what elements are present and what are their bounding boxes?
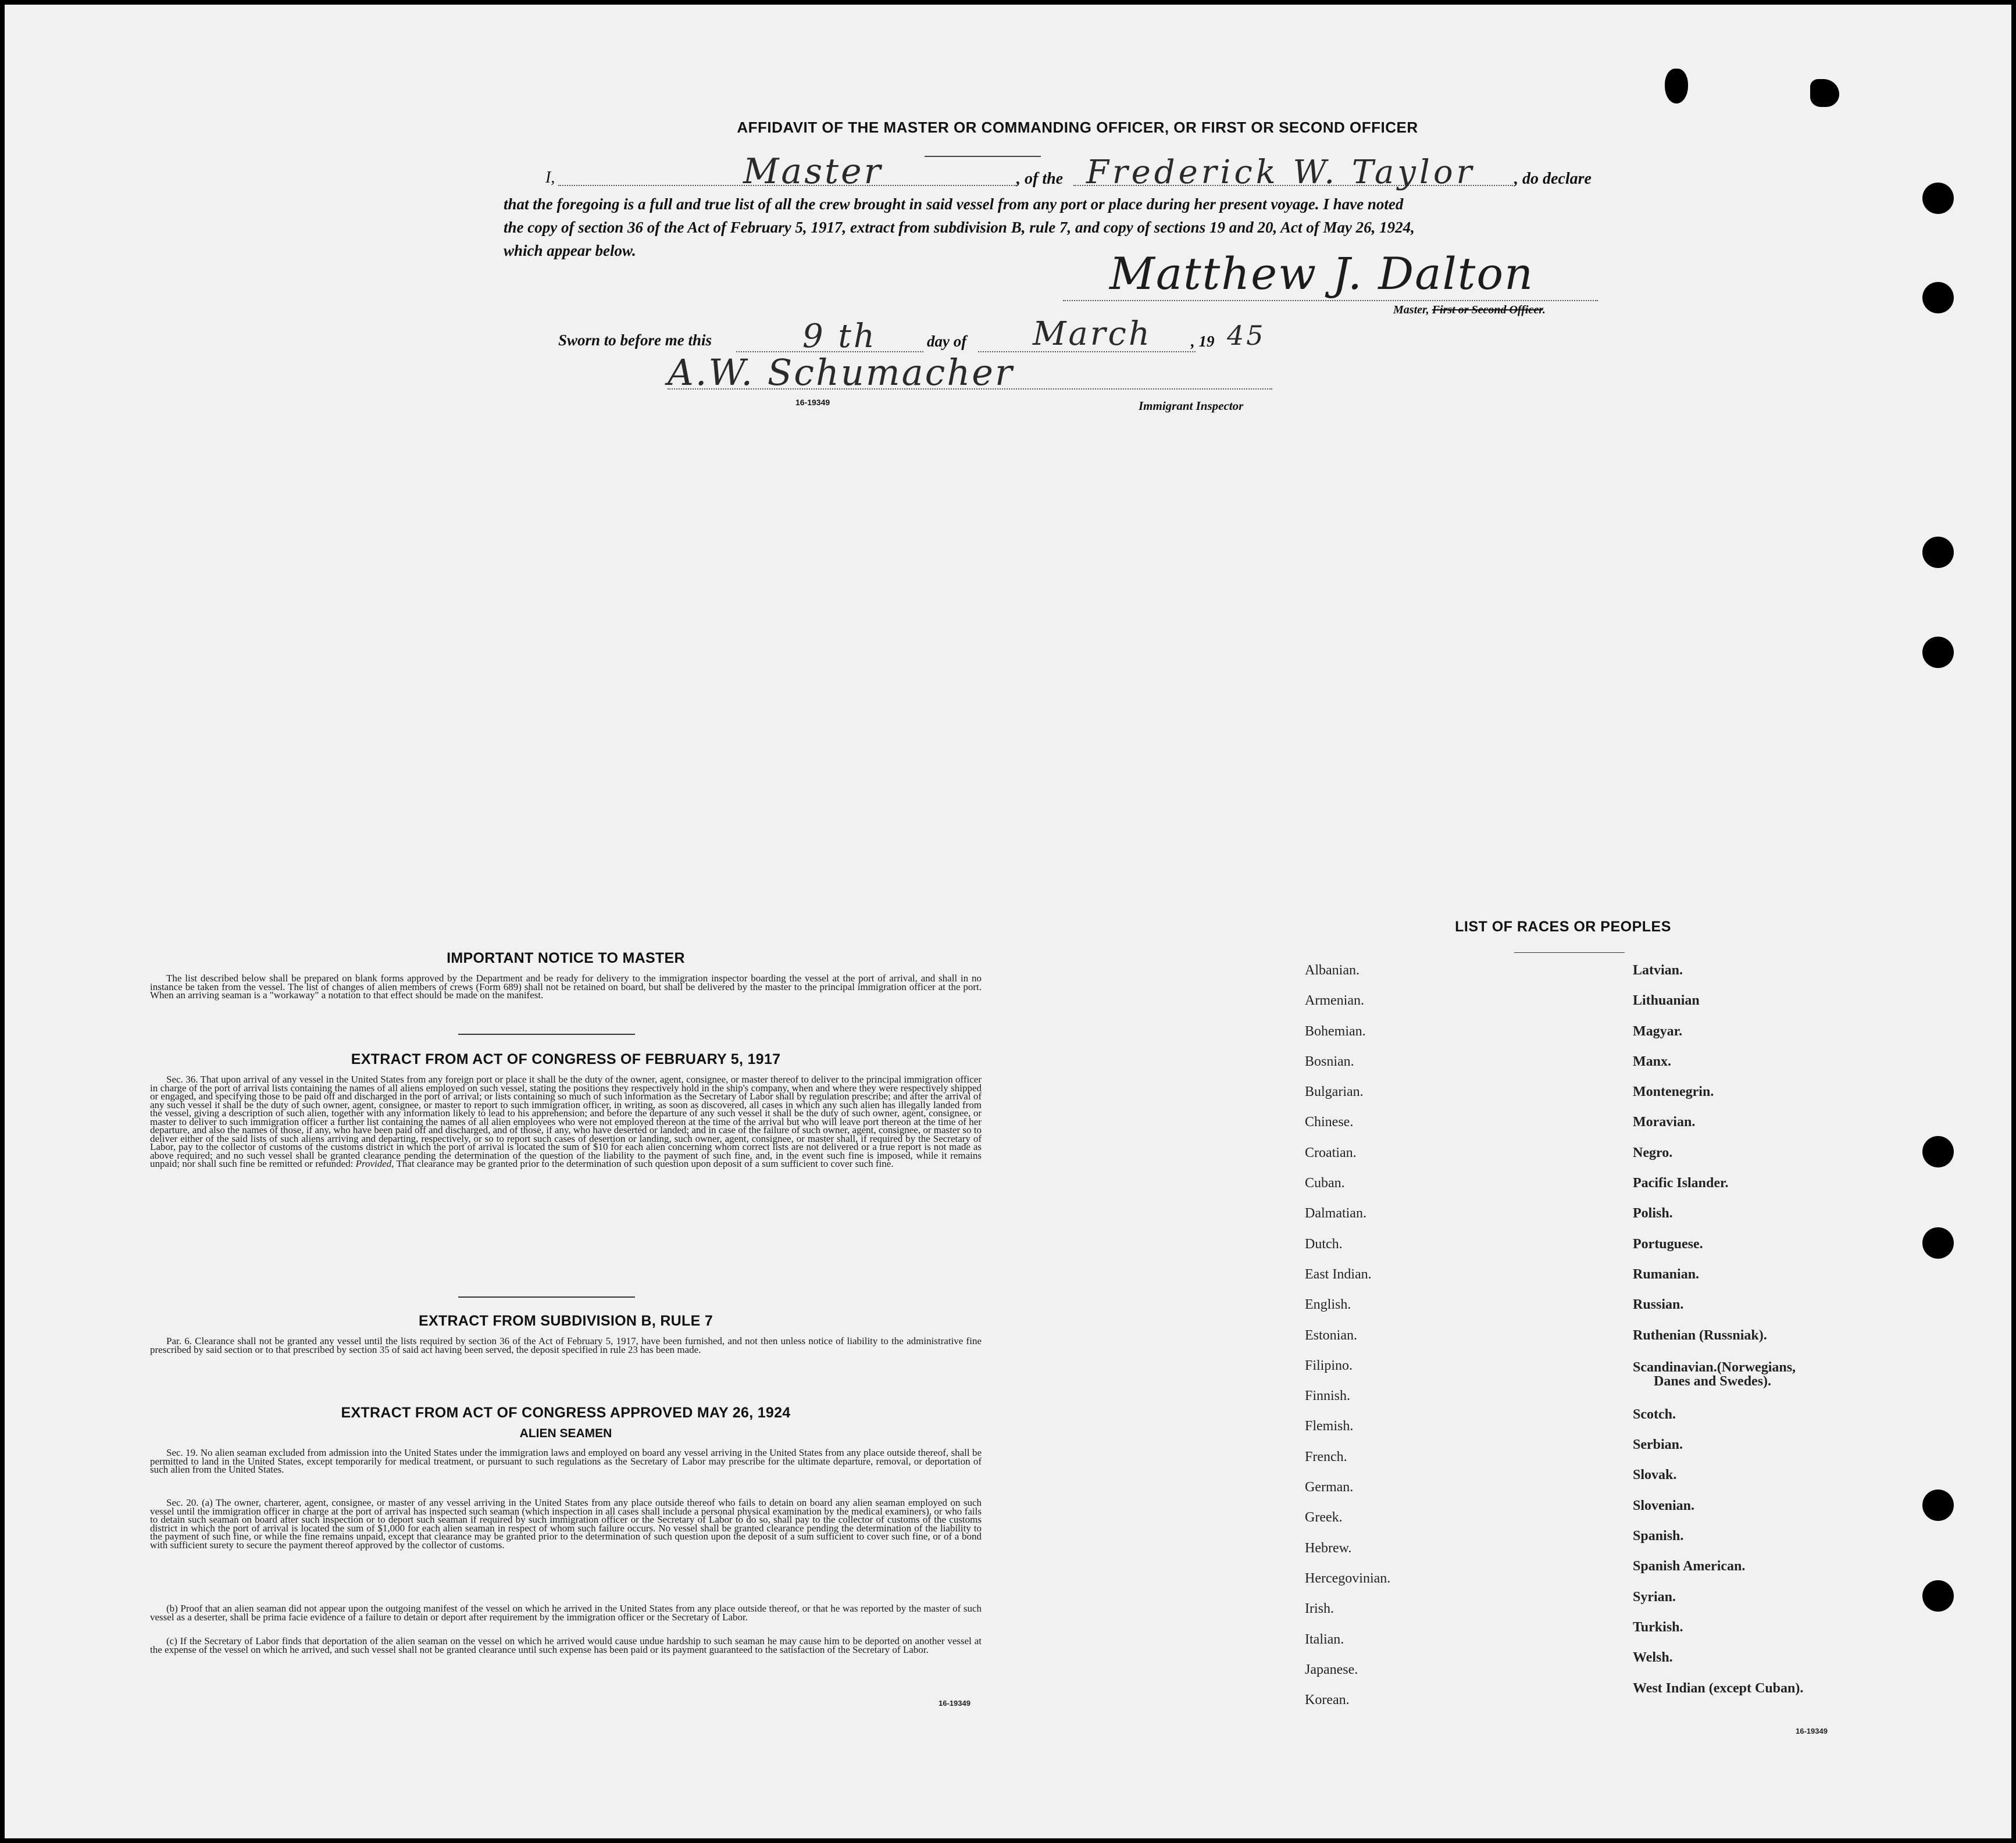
extract-1917-body: Sec. 36. That upon arrival of any vessel in the United States from any foreign port or place it shall be the duty of the owner, agent, consignee, or master thereof to deliver to the principal immigration officer in charge of the port of arrival lists containing the names of all aliens employed on such vessel, stating the positions they respectively hold in the ship's company, when and where they were respectively shipped or engaged, and specifying those to be paid off and discharged in the port of arrival; or lists containing so much of such information as the Secretary of Labor shall by regulation prescribe; and after the arrival of any such vessel it shall be the duty of such owner, agent, consignee, or master to report to such immigration officer, in writing, as soon as discovered, all cases in which any such alien has illegally landed from the vessel, giving a description of such alien, together with any information likely to lead to his apprehension; and before the departure of any such vessel it shall be the duty of such owner, agent, consignee, or master to deliver to such immigration officer a further list containing the names of all alien employees who were not employed thereon at the time of the arrival but who will leave port thereon at the time of her departure, and also the names of those, if any, who have been paid off and discharged, and of those, if any, who have deserted or landed; and in case of the failure of such owner, agent, consignee, or master so to deliver either of the said lists of such aliens arriving and departing, respectively, or so to report such cases of desertion or landing, such owner, agent, consignee, or master shall, if required by the Secretary of Labor, pay to the collector of customs of the customs district in which the port of arrival is located the sum of $10 for each alien concerning whom correct lists are not delivered or a true report is not made as above required; and no such vessel shall be granted clearance pending the determination of the question of the liability to the payment of such fine, and, in the event such fine is imposed, while it remains unpaid; nor shall such fine be remitted or refunded: Provided, That clearance may be granted prior to the determination of such question upon deposit of a sum sufficient to cover such fine. [150,1074,982,1169]
race-item: Greek. [1305,1510,1343,1526]
handwritten-rank: Master [743,151,883,192]
signer-role-caption: Master, First or Second Officer. [1393,303,1546,316]
race-item: Dutch. [1305,1236,1343,1252]
races-form-number: 16-19349 [1796,1727,1828,1735]
race-item: Ruthenian (Russniak). [1633,1327,1767,1343]
punch-hole [1922,282,1954,313]
race-item: Hercegovinian. [1305,1570,1391,1586]
race-item: Chinese. [1305,1115,1354,1130]
race-item: Bulgarian. [1305,1084,1364,1100]
divider [458,1034,635,1035]
torn-edge-mark [1665,69,1688,103]
race-item: Montenegrin. [1633,1084,1714,1100]
signature-line [1063,300,1598,301]
race-item: Bosnian. [1305,1053,1354,1069]
race-item: Magyar. [1633,1023,1683,1039]
extract-1924-title: EXTRACT FROM ACT OF CONGRESS APPROVED MAY 26, 1924 [341,1405,791,1421]
race-item: Slovenian. [1633,1498,1695,1513]
inspector-signature: A.W. Schumacher [668,351,1014,394]
notice-title: IMPORTANT NOTICE TO MASTER [447,950,685,966]
race-item: Hebrew. [1305,1540,1352,1556]
race-item: Manx. [1633,1053,1671,1069]
handwritten-year: 45 [1227,320,1266,351]
race-item: Scotch. [1633,1406,1676,1422]
divider [458,1296,635,1298]
affidavit-i-prefix: I, [545,169,555,187]
races-title: LIST OF RACES OR PEOPLES [1455,919,1671,935]
extract-1924-sec19: Sec. 19. No alien seaman excluded from admission into the United States under the immigration laws and employed on board any vessel arriving in the United States from any place outside thereof, shall be permitted to land in the United States, except temporarily for medical treatment, or pursuant to such regulations as the Secretary of Labor may prescribe for the ultimate departure, removal, or deportation of such alien from the United States. [150,1447,982,1475]
extract-rule7-body: Par. 6. Clearance shall not be granted any vessel until the lists required by section 36 of the Act of February 5, 1917, have been furnished, and not then unless notice of liability to the administrative fine prescribed by said section or to that prescribed by section 35 of said act having been served, the deposit specified in rule 23 has been made. [150,1335,982,1355]
race-item: Serbian. [1633,1437,1683,1453]
name-field-overline [925,156,1041,157]
race-item: Portuguese. [1633,1236,1703,1252]
handwritten-vessel-name: Frederick W. Taylor [1086,153,1476,191]
extract-rule7-title: EXTRACT FROM SUBDIVISION B, RULE 7 [418,1313,713,1329]
punch-hole [1922,637,1954,668]
day-of-label: day of [927,333,967,350]
race-item: Cuban. [1305,1176,1345,1191]
handwritten-month: March [1033,315,1152,353]
race-item: Negro. [1633,1145,1673,1160]
race-item: Lithuanian [1633,993,1700,1009]
race-item: Turkish. [1633,1619,1683,1635]
punch-hole [1922,1580,1954,1612]
affidavit-statement-line-1: that the foregoing is a full and true list of all the crew brought in said vessel from any port or place during her present voyage. I have noted [504,195,1404,213]
race-item: Polish. [1633,1206,1673,1221]
of-the-label: , of the [1016,170,1064,188]
race-item: Irish. [1305,1601,1334,1617]
race-item: Flemish. [1305,1419,1354,1434]
extract-1917-title: EXTRACT FROM ACT OF CONGRESS OF FEBRUARY 5, 1917 [351,1051,781,1067]
race-item: English. [1305,1297,1351,1313]
affidavit-form-number: 16-19349 [795,398,830,407]
do-declare-label: , do declare [1514,170,1592,188]
race-item: West Indian (except Cuban). [1633,1680,1804,1696]
race-item: German. [1305,1480,1354,1495]
race-item: East Indian. [1305,1266,1372,1282]
notice-body: The list described below shall be prepared on blank forms approved by the Department and be ready for delivery to the immigration inspector boarding the vessel at the port of arrival, and shall in no instance be taken from the vessel. The list of changes of alien members of crews (Form 689) shall not be retained on board, but shall be delivered by the master to the principal immigration officer at the port. When an arriving seaman is a "workaway" a notation to that effect should be made on the manifest. [150,973,982,1001]
race-item: Italian. [1305,1631,1344,1647]
extract-1924-subtitle: ALIEN SEAMEN [519,1427,612,1440]
extract-1924-sec20b: (b) Proof that an alien seaman did not appear upon the outgoing manifest of the vessel on which he arrived in the United States from any place outside thereof, or that he was reported by the master of such vessel as a deserter, shall be prima facie evidence of a failure to detain or deport after requirement by the immigration officer or the Secretary of Labor. [150,1603,982,1623]
race-item: Scandinavian.(Norwegians, Danes and Swedes). [1633,1358,1803,1407]
affidavit-statement-line-3: which appear below. [504,242,636,259]
extract-1924-sec20c: (c) If the Secretary of Labor finds that deportation of the alien seaman on the vessel on which he arrived would cause undue hardship to such seaman he may cause him to be deported on another vessel at the expense of the vessel on which he arrived, and such vessel shall not be granted clearance until such expense has been paid or its payment guaranteed to the satisfaction of the Secretary of Labor. [150,1635,982,1655]
torn-edge-mark [1810,79,1839,107]
race-item: Dalmatian. [1305,1206,1366,1221]
race-item: Pacific Islander. [1633,1176,1729,1191]
races-right-column [1633,963,1803,1711]
affidavit-title: AFFIDAVIT OF THE MASTER OR COMMANDING OFFICER, OR FIRST OR SECOND OFFICER [737,119,1418,136]
race-item: Croatian. [1305,1145,1357,1160]
race-item: Syrian. [1633,1589,1676,1605]
punch-hole [1922,183,1954,214]
race-item-continuation: Danes and Swedes). [1654,1373,1772,1389]
race-item: Welsh. [1633,1650,1673,1666]
race-item: Filipino. [1305,1358,1353,1373]
handwritten-day: 9 th [802,317,877,355]
race-item: Spanish. [1633,1528,1684,1544]
divider [1514,952,1625,953]
race-item: Estonian. [1305,1327,1357,1343]
race-item: Bohemian. [1305,1023,1366,1039]
race-item: Albanian. [1305,963,1360,978]
affidavit-statement-line-2: the copy of section 36 of the Act of February 5, 1917, extract from subdivision B, rule 7, and copy of sections 19 and 20, Act of May 26, 1924, [504,219,1415,236]
punch-hole [1922,1227,1954,1259]
race-item: Spanish American. [1633,1559,1746,1574]
notice-form-number: 16-19349 [939,1699,970,1708]
race-item: Russian. [1633,1297,1684,1313]
extract-1924-sec20a: Sec. 20. (a) The owner, charterer, agent, consignee, or master of any vessel arriving in the United States from any place outside thereof who fails to detain on board any alien seaman employed on such vessel until the immigration officer in charge at the port of arrival has inspected such seaman (which inspection in all cases shall include a personal physical examination by the medical examiners), or who fails to detain such seaman on board after such inspection or to deport such seaman if required by such immigration officer or the Secretary of Labor to do so, shall pay to the collector of customs of the customs district in which the port of arrival is located the sum of $1,000 for each alien seaman in respect of whom such failure occurs. No vessel shall be granted clearance pending the determination of the liability to the payment of such fine, or while the fine remains unpaid, except that clearance may be granted prior to the determination of such question upon the deposit of a sum sufficient to cover such fine, or of a bond with sufficient surety to secure the payment thereof approved by the collector of customs. [150,1497,982,1551]
punch-hole [1922,1490,1954,1521]
race-item: Slovak. [1633,1467,1677,1483]
year-prefix: , 19 [1191,333,1215,350]
master-signature: Matthew J. Dalton [1109,248,1535,299]
races-left-column [1305,963,1390,1723]
sworn-prefix: Sworn to before me this [558,331,712,349]
punch-hole [1922,537,1954,568]
race-item: Japanese. [1305,1662,1358,1677]
document-page [5,5,2011,1838]
struck-role-text: First or Second Officer [1432,303,1543,316]
race-item: Armenian. [1305,993,1364,1009]
race-item: Korean. [1305,1692,1350,1708]
race-item: Finnish. [1305,1388,1351,1404]
race-item: Latvian. [1633,963,1683,978]
race-item: Rumanian. [1633,1266,1700,1282]
race-item: French. [1305,1449,1347,1465]
race-item: Moravian. [1633,1115,1696,1130]
punch-hole [1922,1136,1954,1167]
immigrant-inspector-caption: Immigrant Inspector [1139,399,1244,413]
